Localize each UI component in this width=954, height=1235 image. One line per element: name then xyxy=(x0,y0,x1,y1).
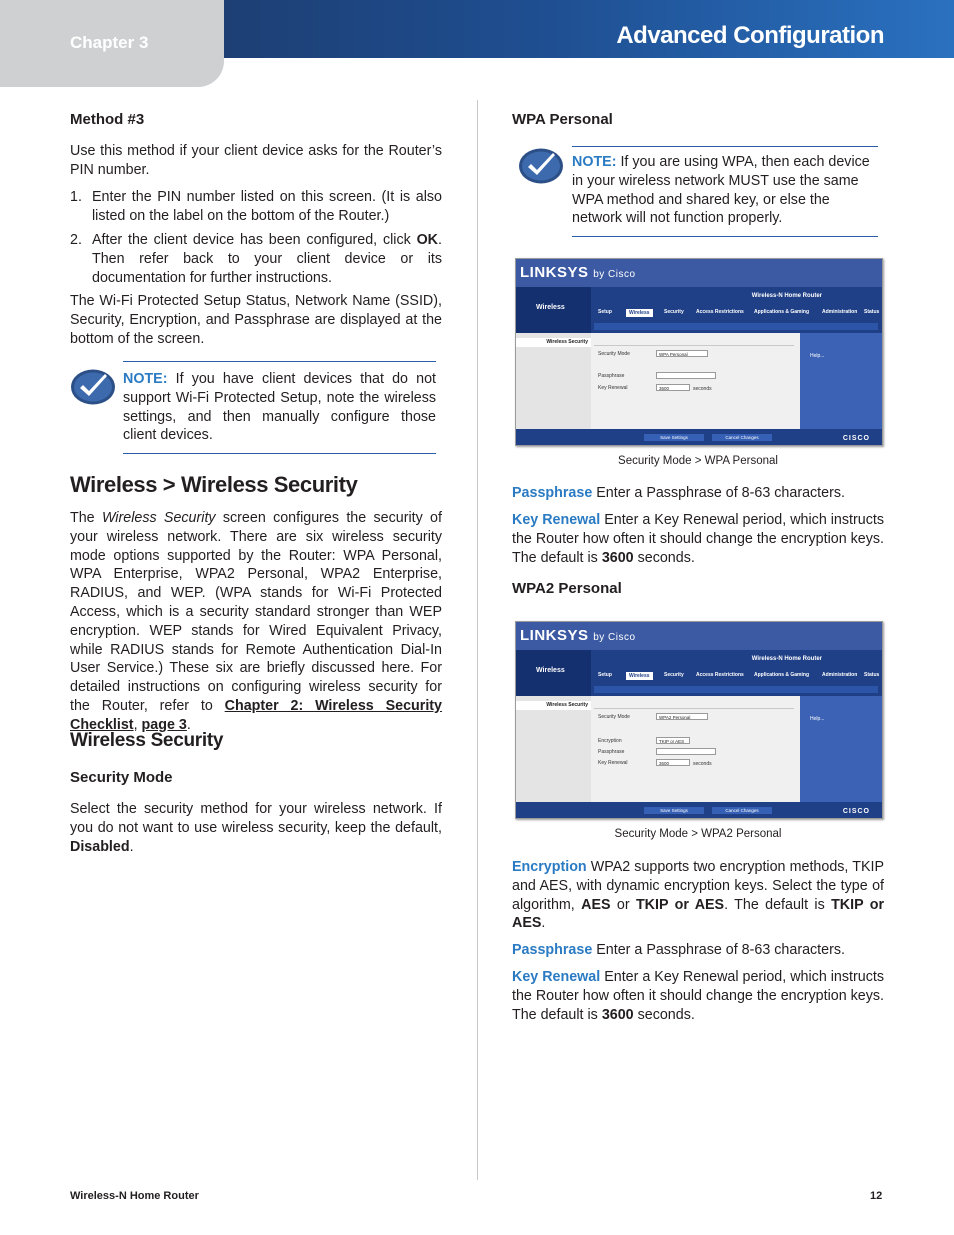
tab-setup[interactable]: Setup xyxy=(598,309,612,315)
encryption-select[interactable]: TKIP or AES xyxy=(656,737,690,744)
tab-administration[interactable]: Administration xyxy=(822,309,858,315)
status-paragraph: The Wi-Fi Protected Setup Status, Network Name (SSID), Security, Encryption, and Passphrase are displayed at the bottom of the screen. xyxy=(70,293,442,347)
tab-applications-gaming[interactable]: Applications & Gaming xyxy=(754,309,810,315)
note-rule-top xyxy=(123,361,436,362)
tab-security[interactable]: Security xyxy=(664,309,684,315)
cancel-changes-button[interactable]: Cancel Changes xyxy=(712,807,772,814)
column-divider xyxy=(477,100,478,1180)
list-number: 2. xyxy=(70,232,82,248)
chapter-label: Chapter 3 xyxy=(70,33,149,52)
passphrase-paragraph: Passphrase Enter a Passphrase of 8-63 characters. xyxy=(512,485,845,501)
note-rule-top xyxy=(572,146,878,147)
router-tabs xyxy=(594,672,878,684)
tab-administration[interactable]: Administration xyxy=(822,672,858,678)
chapter-tab xyxy=(0,0,224,87)
security-mode-heading: Security Mode xyxy=(70,769,173,786)
page-number: 12 xyxy=(870,1190,883,1202)
save-settings-button[interactable]: Save Settings xyxy=(644,434,704,441)
footer-product: Wireless-N Home Router xyxy=(70,1190,199,1202)
list-text: After the client device has been configured, click OK. Then refer back to your client device or its documentation for further instructions. xyxy=(92,232,442,286)
checkmark-icon xyxy=(518,147,564,185)
tab-status[interactable]: Status xyxy=(864,672,880,678)
tab-applications-gaming[interactable]: Applications & Gaming xyxy=(754,672,810,678)
note-text: NOTE: If you are using WPA, then each device in your wireless network MUST use the same WPA method and shared key, or else the network will not function properly. xyxy=(572,154,870,227)
cisco-logo: CISCO xyxy=(842,435,870,442)
save-settings-button[interactable]: Save Settings xyxy=(644,807,704,814)
security-mode-select[interactable]: WPA Personal xyxy=(656,350,708,357)
list-item xyxy=(70,188,442,228)
tab-setup[interactable]: Setup xyxy=(598,672,612,678)
tab-security[interactable]: Security xyxy=(664,672,684,678)
caption-wpa2: Security Mode > WPA2 Personal xyxy=(614,828,782,840)
tab-access-restrictions[interactable]: Access Restrictions xyxy=(696,309,744,315)
list-number: 1. xyxy=(70,189,82,205)
page-title: Advanced Configuration xyxy=(616,22,884,49)
linksys-logo: LINKSYS by Cisco xyxy=(520,627,636,644)
key-renewal-paragraph: Key Renewal Enter a Key Renewal period, which instructs the Router how often it should change the encryption keys. The default is 3600 seconds. xyxy=(512,512,884,566)
key-renewal-input[interactable]: 3600 xyxy=(656,384,690,391)
encryption-paragraph: Encryption WPA2 supports two encryption methods, TKIP and AES, with dynamic encryption keys. Select the type of algorithm, AES or TKIP or AES. The default is TKIP or AES. xyxy=(512,859,885,932)
checkmark-icon xyxy=(70,368,116,406)
key-renewal-input[interactable]: 3600 xyxy=(656,759,690,766)
security-mode-select[interactable]: WPA2 Personal xyxy=(656,713,708,720)
note-rule-bottom xyxy=(572,236,878,237)
tab-wireless[interactable]: Wireless xyxy=(626,672,653,680)
note-text: NOTE: If you have client devices that do not support Wi-Fi Protected Setup, note the wireless settings, and then manually configure those client devices. xyxy=(123,371,436,444)
wpa2-personal-heading: WPA2 Personal xyxy=(512,580,622,597)
tab-status[interactable]: Status xyxy=(864,309,880,315)
method-heading: Method #3 xyxy=(70,111,145,128)
linksys-logo: LINKSYS by Cisco xyxy=(520,264,636,281)
router-tabs xyxy=(594,309,878,321)
wpa2-personal-screenshot: LINKSYS by Cisco Wireless Wireless-N Home Router Setup Wireless Security Access Restrictions Applications & Gaming Administration Status Wireless Security Security Mode WPA2 Personal Encryption TKIP or AES Passphrase Key Renewal 3600 seconds Help... Save Settings Cancel Changes CISCO xyxy=(515,621,883,819)
list-text: Enter the PIN number listed on this screen. (It is also listed on the label on the bottom of the Router.) xyxy=(92,189,442,224)
tab-access-restrictions[interactable]: Access Restrictions xyxy=(696,672,744,678)
note-rule-bottom xyxy=(123,453,436,454)
method-intro: Use this method if your client device asks for the Router’s PIN number. xyxy=(70,143,442,178)
list-item xyxy=(70,231,442,289)
wpa-personal-screenshot: LINKSYS by Cisco Wireless Wireless-N Home Router Setup Wireless Security Access Restrictions Applications & Gaming Administration Status Wireless Security Security Mode WPA Personal Passphrase Key Renewal 3600 seconds Help... Save Settings Cancel Changes CISCO xyxy=(515,258,883,446)
link-chapter-2[interactable]: Chapter 2: Wireless Security Checklist xyxy=(70,697,443,733)
key-renewal-paragraph-2: Key Renewal Enter a Key Renewal period, which instructs the Router how often it should change the encryption keys. The default is 3600 seconds. xyxy=(512,969,884,1023)
section-paragraph: The Wireless Security screen configures the security of your wireless network. There are six wireless security mode options supported by the Router: WPA Personal, WPA Enterprise, WPA2 Personal, WPA2 Enterprise, RADIUS, and WEP. (WPA stands for Wi-Fi Protected Access, which is a security standard stronger than WEP encryption. WEP stands for Wired Equivalent Privacy, while RADIUS stands for Remote Authentication Dial-In User Service.) These six are briefly discussed here. For detailed instructions on configuring wireless security for the Router, refer to Chapter 2: Wireless Security Checklist, page 3. xyxy=(70,510,443,733)
passphrase-paragraph-2: Passphrase Enter a Passphrase of 8-63 characters. xyxy=(512,942,845,958)
section-heading: Wireless > Wireless Security xyxy=(70,472,358,497)
link-page-3[interactable]: page 3 xyxy=(141,716,187,733)
passphrase-input[interactable] xyxy=(656,372,716,379)
cisco-logo: CISCO xyxy=(842,808,870,815)
header-bar xyxy=(224,0,954,58)
wpa-personal-heading: WPA Personal xyxy=(512,111,613,128)
caption-wpa: Security Mode > WPA Personal xyxy=(618,455,778,467)
security-mode-paragraph: Select the security method for your wireless network. If you do not want to use wireless security, keep the default, Disabled. xyxy=(70,801,442,855)
passphrase-input[interactable] xyxy=(656,748,716,755)
cancel-changes-button[interactable]: Cancel Changes xyxy=(712,434,772,441)
tab-wireless[interactable]: Wireless xyxy=(626,309,653,317)
wireless-security-heading: Wireless Security xyxy=(70,730,224,751)
